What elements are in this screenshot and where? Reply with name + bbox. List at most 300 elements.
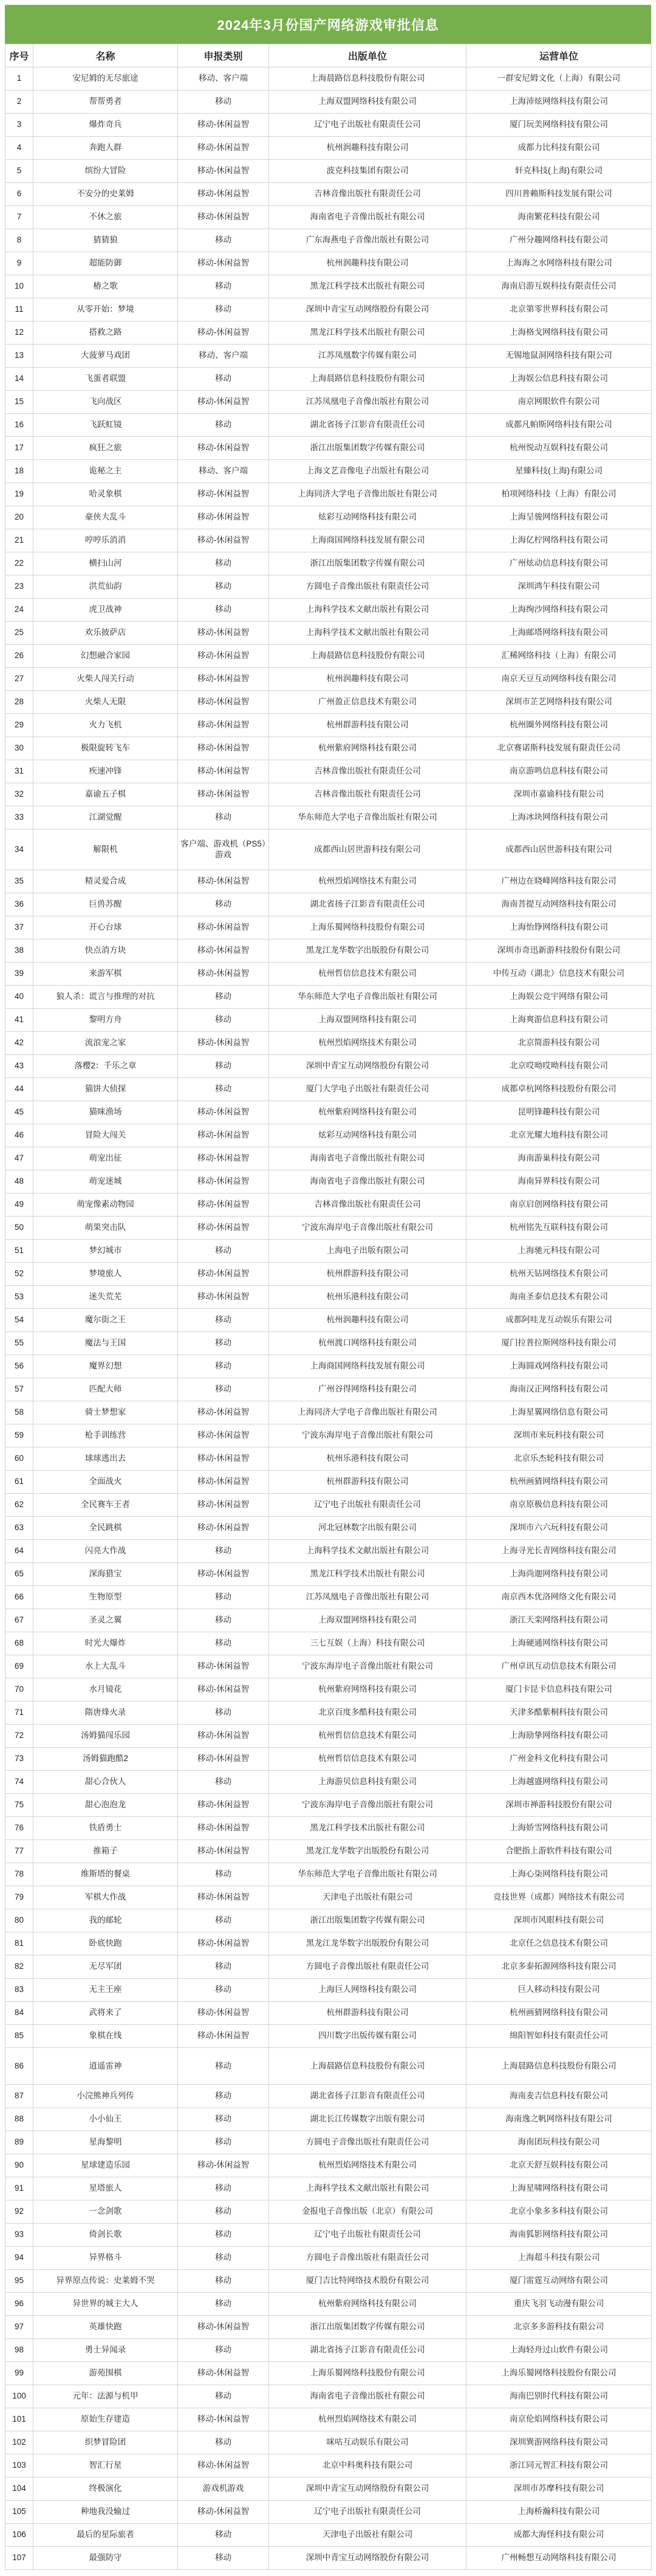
cell-operator: 成都阿哇龙互动娱乐有限公司: [466, 1309, 652, 1332]
table-row: [5, 2002, 652, 2025]
cell-publisher: 华东师范大学电子音像出版社有限公司: [269, 806, 466, 829]
table-row: [5, 1563, 652, 1586]
cell-publisher: 湖北省扬子江影音有限责任公司: [269, 893, 466, 916]
table-row: [5, 1678, 652, 1702]
cell-serial: 51: [5, 1240, 33, 1263]
cell-publisher: 黑龙江龙华数字出版股份有限公司: [269, 1840, 466, 1863]
cell-serial: 23: [5, 575, 33, 599]
cell-serial: 84: [5, 2002, 33, 2025]
cell-name: 从零开始：梦境: [33, 298, 178, 321]
cell-name: 圣灵之翼: [33, 1609, 178, 1632]
cell-serial: 6: [5, 183, 33, 206]
cell-operator: 上海超斗科技有限公司: [466, 2247, 652, 2270]
cell-operator: 上海沛炫网络科技有限公司: [466, 91, 652, 114]
table-row: [5, 137, 652, 160]
cell-operator: 北京乐杰轮科技有限公司: [466, 1448, 652, 1471]
cell-serial: 53: [5, 1286, 33, 1309]
cell-serial: 57: [5, 1378, 33, 1401]
cell-name: 迷失荒芜: [33, 1286, 178, 1309]
cell-operator: 上海邮塔网络科技有限公司: [466, 622, 652, 645]
cell-category: 移动-休闲益智: [178, 1286, 269, 1309]
cell-operator: 上海呈骏网络科技有限公司: [466, 506, 652, 529]
table-row: [5, 91, 652, 114]
page-title: 2024年3月份国产网络游戏审批信息: [5, 5, 651, 44]
cell-name: 幻想融合家园: [33, 645, 178, 668]
cell-serial: 58: [5, 1401, 33, 1424]
cell-name: 原始生存建造: [33, 2408, 178, 2431]
table-row: [5, 1124, 652, 1147]
table-row: [5, 1147, 652, 1170]
cell-operator: 中传互动（湖北）信息技术有限公司: [466, 963, 652, 986]
cell-category: 移动: [178, 2547, 269, 2570]
cell-category: 移动-休闲益智: [178, 437, 269, 460]
cell-operator: 竞技世界（成都）网络技术有限公司: [466, 1886, 652, 1909]
cell-publisher: 杭州紫府网络科技有限公司: [269, 1101, 466, 1124]
cell-category: 移动-休闲益智: [178, 2408, 269, 2431]
cell-serial: 42: [5, 1032, 33, 1055]
cell-name: 巨兽苏醒: [33, 893, 178, 916]
cell-operator: 北京第零世界科技有限公司: [466, 298, 652, 321]
cell-name: 萌宠出征: [33, 1147, 178, 1170]
table-row: [5, 2339, 652, 2362]
cell-publisher: 杭州烈焰网络技术有限公司: [269, 2408, 466, 2431]
cell-category: 移动-休闲益智: [178, 939, 269, 963]
cell-operator: 上海寻光长青网络科技有限公司: [466, 1540, 652, 1563]
table-row: [5, 1909, 652, 1932]
cell-publisher: 海南省电子音像出版社有限公司: [269, 1170, 466, 1194]
table-row: [5, 1240, 652, 1263]
cell-serial: 80: [5, 1909, 33, 1932]
cell-serial: 74: [5, 1771, 33, 1794]
cell-name: 精灵爱合成: [33, 870, 178, 893]
cell-publisher: 上海双盟网络科技有限公司: [269, 1009, 466, 1032]
cell-name: 象棋在线: [33, 2025, 178, 2048]
cell-category: 移动: [178, 2131, 269, 2154]
cell-name: 军棋大作战: [33, 1886, 178, 1909]
table-row: [5, 2408, 652, 2431]
cell-category: 移动: [178, 599, 269, 622]
cell-operator: 浙江天栾网络科技有限公司: [466, 1609, 652, 1632]
cell-serial: 52: [5, 1263, 33, 1286]
table-row: [5, 483, 652, 506]
cell-serial: 12: [5, 321, 33, 345]
cell-serial: 102: [5, 2431, 33, 2454]
cell-name: 异界原点传说：史莱姆不哭: [33, 2270, 178, 2293]
cell-name: 落樱2：千乐之章: [33, 1055, 178, 1078]
cell-serial: 7: [5, 206, 33, 229]
cell-serial: 76: [5, 1817, 33, 1840]
cell-serial: 13: [5, 345, 33, 368]
cell-serial: 54: [5, 1309, 33, 1332]
cell-operator: 深圳市芷艺网络科技有限公司: [466, 691, 652, 714]
cell-name: 我的邮轮: [33, 1909, 178, 1932]
cell-name: 无尽军团: [33, 1956, 178, 1979]
cell-serial: 38: [5, 939, 33, 963]
cell-name: 不休之旅: [33, 206, 178, 229]
cell-serial: 19: [5, 483, 33, 506]
cell-operator: 深圳市风眼科技有限公司: [466, 1909, 652, 1932]
cell-category: 移动-休闲益智: [178, 1147, 269, 1170]
cell-name: 汤姆猫跑酷2: [33, 1748, 178, 1771]
cell-name: 萌宠像素动物园: [33, 1194, 178, 1217]
cell-category: 移动-休闲益智: [178, 183, 269, 206]
cell-serial: 5: [5, 160, 33, 183]
cell-operator: 海南团玩科技有限公司: [466, 2131, 652, 2154]
cell-publisher: 湖北省扬子江影音有限责任公司: [269, 2085, 466, 2108]
cell-category: 移动、客户端: [178, 460, 269, 483]
table-row: [5, 986, 652, 1009]
cell-serial: 79: [5, 1886, 33, 1909]
cell-operator: 海南汉正网络科技有限公司: [466, 1378, 652, 1401]
cell-operator: 上海越盛网络科技有限公司: [466, 1771, 652, 1794]
cell-publisher: 杭州哲信信息技术有限公司: [269, 1725, 466, 1748]
cell-name: 猜猜狼: [33, 229, 178, 252]
cell-name: 安尼姆的无尽旅途: [33, 67, 178, 91]
table-row: [5, 1170, 652, 1194]
cell-publisher: 浙江出版集团数字传媒有限公司: [269, 1909, 466, 1932]
cell-publisher: 深圳中青宝互动网络股份有限公司: [269, 298, 466, 321]
cell-serial: 50: [5, 1217, 33, 1240]
table-row: [5, 529, 652, 552]
cell-publisher: 华东师范大学电子音像出版社有限公司: [269, 1863, 466, 1886]
cell-operator: 北京多多游科技有限公司: [466, 2316, 652, 2339]
cell-publisher: 辽宁电子出版社有限责任公司: [269, 2224, 466, 2247]
table-row: [5, 1286, 652, 1309]
cell-name: 最强防守: [33, 2547, 178, 2570]
cell-publisher: 炫彩互动网络科技有限公司: [269, 1124, 466, 1147]
table-row: [5, 1355, 652, 1378]
cell-category: 移动-休闲益智: [178, 1748, 269, 1771]
cell-name: 无主王座: [33, 1979, 178, 2002]
cell-operator: 上海轻舟过山软件有限公司: [466, 2339, 652, 2362]
cell-publisher: 海南省电子音像出版社有限公司: [269, 1147, 466, 1170]
cell-publisher: 湖北省扬子江影音有限责任公司: [269, 2339, 466, 2362]
cell-category: 移动: [178, 1609, 269, 1632]
cell-category: 移动-休闲益智: [178, 1725, 269, 1748]
table-row: [5, 645, 652, 668]
cell-operator: 深圳鸿午科技有限公司: [466, 575, 652, 599]
cell-serial: 95: [5, 2270, 33, 2293]
cell-publisher: 杭州紫府网络科技有限公司: [269, 2293, 466, 2316]
cell-name: 卧底快跑: [33, 1932, 178, 1956]
cell-publisher: 吉林音像出版社有限责任公司: [269, 183, 466, 206]
cell-operator: 绵阳智如科技有限责任公司: [466, 2025, 652, 2048]
cell-category: 移动: [178, 1632, 269, 1655]
table-row: [5, 1794, 652, 1817]
cell-operator: 海南巴别时代科技有限公司: [466, 2385, 652, 2408]
cell-publisher: 海南省电子音像出版社有限公司: [269, 2385, 466, 2408]
col-publisher: 出版单位: [269, 44, 466, 67]
cell-category: 移动: [178, 2293, 269, 2316]
cell-category: 移动: [178, 1702, 269, 1725]
cell-operator: 杭州悦动互娱科技有限公司: [466, 437, 652, 460]
cell-name: 飞向战区: [33, 391, 178, 414]
cell-category: 移动: [178, 2048, 269, 2085]
cell-category: 移动: [178, 1078, 269, 1101]
cell-serial: 87: [5, 2085, 33, 2108]
cell-serial: 32: [5, 783, 33, 806]
cell-serial: 64: [5, 1540, 33, 1563]
cell-serial: 61: [5, 1471, 33, 1494]
cell-publisher: 上海电子出版有限公司: [269, 1240, 466, 1263]
cell-operator: 广州畅想互动网络科技有限公司: [466, 2547, 652, 2570]
cell-category: 移动: [178, 91, 269, 114]
cell-operator: 成都西山居世游科技有限公司: [466, 829, 652, 870]
table-row: [5, 206, 652, 229]
cell-category: 移动-休闲益智: [178, 252, 269, 275]
cell-operator: 深圳市来玩科技有限公司: [466, 1424, 652, 1448]
cell-serial: 55: [5, 1332, 33, 1355]
table-row: [5, 2085, 652, 2108]
cell-operator: 成都卓杭网络科技股份有限公司: [466, 1078, 652, 1101]
cell-serial: 85: [5, 2025, 33, 2048]
table-row: [5, 622, 652, 645]
cell-serial: 63: [5, 1517, 33, 1540]
cell-publisher: 黑龙江科学技术出版社有限公司: [269, 321, 466, 345]
cell-category: 移动: [178, 2431, 269, 2454]
cell-serial: 39: [5, 963, 33, 986]
cell-publisher: 上海双盟网络科技有限公司: [269, 91, 466, 114]
cell-category: 移动-休闲益智: [178, 391, 269, 414]
cell-category: 移动-休闲益智: [178, 916, 269, 939]
cell-operator: 海南狐影网络科技有限公司: [466, 2224, 652, 2247]
cell-serial: 44: [5, 1078, 33, 1101]
cell-name: 江湖觉醒: [33, 806, 178, 829]
cell-operator: 广州金科文化科技有限公司: [466, 1748, 652, 1771]
cell-operator: 上海驰元科技有限公司: [466, 1240, 652, 1263]
table-row: [5, 575, 652, 599]
cell-name: 星海黎明: [33, 2131, 178, 2154]
header-row: [5, 44, 652, 67]
cell-category: 移动: [178, 1332, 269, 1355]
cell-publisher: 厦门吉比特网络技术股份有限公司: [269, 2270, 466, 2293]
cell-publisher: 上海乐蜀网络科技股份有限公司: [269, 2362, 466, 2385]
cell-operator: 成都凡帕斯网络科技有限公司: [466, 414, 652, 437]
cell-publisher: 杭州润趣科技有限公司: [269, 137, 466, 160]
cell-publisher: 上海巨人网络科技有限公司: [269, 1979, 466, 2002]
cell-name: 时光大爆炸: [33, 1632, 178, 1655]
cell-publisher: 黑龙江科学技术出版社有限公司: [269, 1817, 466, 1840]
cell-operator: 杭州圈外网络科技有限公司: [466, 714, 652, 737]
table-row: [5, 2454, 652, 2478]
table-row: [5, 460, 652, 483]
cell-category: 移动-休闲益智: [178, 1170, 269, 1194]
table-row: [5, 1217, 652, 1240]
table-row: [5, 414, 652, 437]
table-row: [5, 2025, 652, 2048]
cell-name: 魔界幻想: [33, 1355, 178, 1378]
table-row: [5, 668, 652, 691]
cell-category: 移动-休闲益智: [178, 1794, 269, 1817]
cell-category: 移动-休闲益智: [178, 137, 269, 160]
table-row: [5, 2247, 652, 2270]
cell-operator: 海南圣泰信息技术有限公司: [466, 1286, 652, 1309]
cell-name: 洪荒仙韵: [33, 575, 178, 599]
cell-category: 移动-休闲益智: [178, 1471, 269, 1494]
table-row: [5, 806, 652, 829]
cell-category: 移动: [178, 2085, 269, 2108]
cell-operator: 海南异界科技有限公司: [466, 1170, 652, 1194]
cell-operator: 上海冰块网络科技有限公司: [466, 806, 652, 829]
cell-operator: 上海星啸网络科技有限公司: [466, 2177, 652, 2200]
cell-category: 移动: [178, 552, 269, 575]
cell-serial: 72: [5, 1725, 33, 1748]
cell-category: 移动: [178, 2270, 269, 2293]
cell-operator: 北京哎呦哎呦科技有限公司: [466, 1055, 652, 1078]
cell-publisher: 宁波东海岸电子音像出版社有限公司: [269, 1424, 466, 1448]
cell-operator: 南京游鸣信息科技有限公司: [466, 760, 652, 783]
cell-operator: 杭州画猜网络科技有限公司: [466, 2002, 652, 2025]
cell-category: 移动-休闲益智: [178, 1101, 269, 1124]
cell-name: 星塔旅人: [33, 2177, 178, 2200]
cell-name: 一念剑歌: [33, 2200, 178, 2224]
cell-category: 移动: [178, 2224, 269, 2247]
table-body: [5, 67, 652, 2570]
cell-operator: 轩克科技(上海)有限公司: [466, 160, 652, 183]
cell-category: 移动: [178, 1979, 269, 2002]
cell-operator: 星臻科技(上海)有限公司: [466, 460, 652, 483]
cell-publisher: 方圆电子音像出版社有限责任公司: [269, 2247, 466, 2270]
cell-publisher: 浙江出版集团数字传媒有限公司: [269, 437, 466, 460]
cell-publisher: 金报电子音像出版（北京）有限公司: [269, 2200, 466, 2224]
cell-publisher: 杭州润趣科技有限公司: [269, 668, 466, 691]
cell-operator: 海南繁花科技有限公司: [466, 206, 652, 229]
cell-operator: 上海圆戏网络科技有限公司: [466, 1355, 652, 1378]
cell-publisher: 杭州烈焰网络技术有限公司: [269, 1032, 466, 1055]
cell-operator: 上海心柒网络科技有限公司: [466, 1863, 652, 1886]
cell-name: 推箱子: [33, 1840, 178, 1863]
cell-name: 嘉谕五子棋: [33, 783, 178, 806]
table-row: [5, 183, 652, 206]
table-row: [5, 1725, 652, 1748]
table-row: [5, 714, 652, 737]
table-row: [5, 1263, 652, 1286]
cell-publisher: 上海科学技术文献出版社有限公司: [269, 2177, 466, 2200]
cell-name: 勇士异闻录: [33, 2339, 178, 2362]
cell-operator: 深圳市六六玩科技有限公司: [466, 1517, 652, 1540]
cell-serial: 90: [5, 2154, 33, 2177]
cell-name: 冒险大闯关: [33, 1124, 178, 1147]
cell-category: 移动: [178, 2247, 269, 2270]
cell-publisher: 上海晨路信息科技股份有限公司: [269, 2048, 466, 2085]
table-row: [5, 1332, 652, 1355]
cell-name: 魔法与王国: [33, 1332, 178, 1355]
cell-publisher: 杭州哲信信息技术有限公司: [269, 963, 466, 986]
cell-publisher: 上海晨路信息科技股份有限公司: [269, 368, 466, 391]
cell-operator: 南京启创网络科技有限公司: [466, 1194, 652, 1217]
cell-serial: 10: [5, 275, 33, 298]
cell-publisher: 上海乐蜀网络科技股份有限公司: [269, 916, 466, 939]
cell-operator: 海南菩提互动网络科技有限公司: [466, 893, 652, 916]
table-row: [5, 506, 652, 529]
cell-category: 移动-休闲益智: [178, 963, 269, 986]
cell-category: 移动-休闲益智: [178, 1424, 269, 1448]
table-row: [5, 893, 652, 916]
cell-publisher: 北京百度多酷科技有限公司: [269, 1702, 466, 1725]
cell-name: 来游军棋: [33, 963, 178, 986]
cell-publisher: 浙江出版集团数字传媒有限公司: [269, 552, 466, 575]
cell-category: 移动-休闲益智: [178, 1517, 269, 1540]
cell-serial: 100: [5, 2385, 33, 2408]
cell-name: 梦幻城市: [33, 1240, 178, 1263]
cell-publisher: 天津电子出版社有限公司: [269, 1886, 466, 1909]
cell-name: 闪亮大作战: [33, 1540, 178, 1563]
cell-publisher: 上海科学技术文献出版社有限公司: [269, 599, 466, 622]
cell-operator: 上海娱公信息科技有限公司: [466, 368, 652, 391]
cell-category: 移动: [178, 1863, 269, 1886]
cell-name: 铁盾勇士: [33, 1817, 178, 1840]
cell-category: 移动: [178, 229, 269, 252]
table-row: [5, 1471, 652, 1494]
cell-name: 甜心合伙人: [33, 1771, 178, 1794]
cell-operator: 上海硬通网络科技有限公司: [466, 1632, 652, 1655]
cell-publisher: 上海商国网络科技发展有限公司: [269, 1355, 466, 1378]
cell-name: 全民跳棋: [33, 1517, 178, 1540]
cell-serial: 98: [5, 2339, 33, 2362]
cell-operator: 广州炫动信息科技有限公司: [466, 552, 652, 575]
cell-category: 移动-休闲益智: [178, 870, 269, 893]
cell-category: 移动-休闲益智: [178, 2362, 269, 2385]
cell-serial: 43: [5, 1055, 33, 1078]
cell-category: 游戏机游戏: [178, 2478, 269, 2501]
cell-serial: 27: [5, 668, 33, 691]
cell-name: 帮帮勇者: [33, 91, 178, 114]
cell-publisher: 吉林音像出版社有限责任公司: [269, 760, 466, 783]
cell-category: 移动-休闲益智: [178, 1494, 269, 1517]
cell-serial: 2: [5, 91, 33, 114]
cell-category: 移动-休闲益智: [178, 160, 269, 183]
cell-name: 全面战火: [33, 1471, 178, 1494]
cell-name: 汤姆猫闯乐园: [33, 1725, 178, 1748]
cell-serial: 107: [5, 2547, 33, 2570]
cell-category: 移动: [178, 1771, 269, 1794]
cell-serial: 94: [5, 2247, 33, 2270]
cell-publisher: 杭州乐港科技有限公司: [269, 1448, 466, 1471]
table-row: [5, 1609, 652, 1632]
cell-serial: 56: [5, 1355, 33, 1378]
table-row: [5, 1401, 652, 1424]
cell-operator: 上海乐蜀网络科技股份有限公司: [466, 2362, 652, 2385]
cell-category: 移动-休闲益智: [178, 1563, 269, 1586]
cell-category: 移动: [178, 1378, 269, 1401]
table-row: [5, 1886, 652, 1909]
cell-operator: 深圳市奇迅新游科技股份有限公司: [466, 939, 652, 963]
cell-name: 哈灵象棋: [33, 483, 178, 506]
cell-serial: 47: [5, 1147, 33, 1170]
cell-name: 黎明方舟: [33, 1009, 178, 1032]
cell-name: 解限机: [33, 829, 178, 870]
cell-publisher: 辽宁电子出版社有限责任公司: [269, 114, 466, 137]
cell-operator: 巨人移动科技有限公司: [466, 1979, 652, 2002]
cell-publisher: 河北冠林数字出版有限公司: [269, 1517, 466, 1540]
table-row: [5, 2154, 652, 2177]
cell-category: 移动-休闲益智: [178, 1401, 269, 1424]
game-approval-table: [5, 44, 652, 2570]
cell-name: 火柴人闯关行动: [33, 668, 178, 691]
table-row: [5, 829, 652, 870]
cell-publisher: 咪咕互动娱乐有限公司: [269, 2431, 466, 2454]
cell-serial: 88: [5, 2108, 33, 2131]
cell-category: 移动-休闲益智: [178, 1032, 269, 1055]
cell-publisher: 辽宁电子出版社有限责任公司: [269, 2501, 466, 2524]
cell-category: 移动、客户端: [178, 345, 269, 368]
cell-operator: 上海海之水网络科技有限公司: [466, 252, 652, 275]
table-row: [5, 916, 652, 939]
cell-operator: 海南麦吉信息科技有限公司: [466, 2085, 652, 2108]
cell-serial: 101: [5, 2408, 33, 2431]
table-row: [5, 760, 652, 783]
cell-name: 智汇行星: [33, 2454, 178, 2478]
